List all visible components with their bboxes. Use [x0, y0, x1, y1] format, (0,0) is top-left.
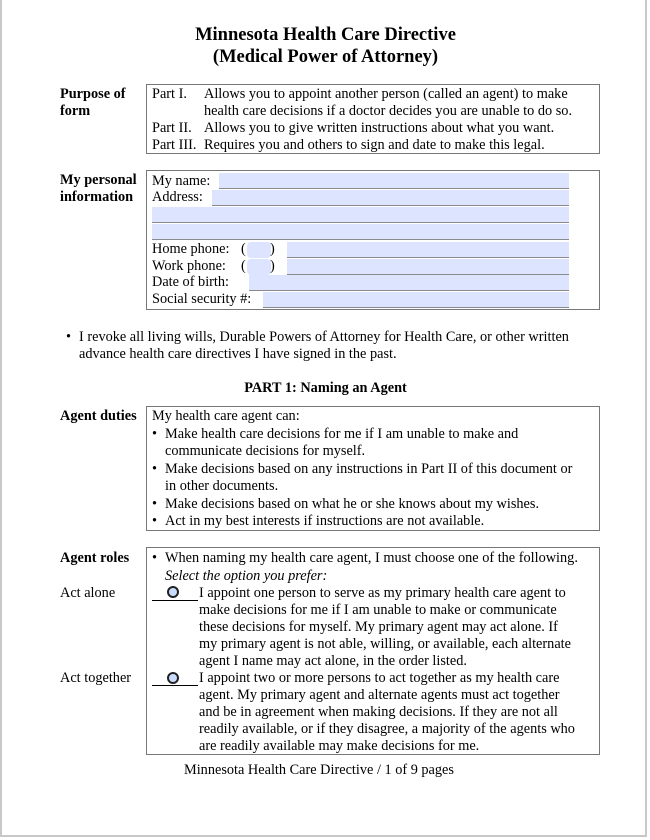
act-alone-text-cont: these decisions for myself. My primary agent may act alone. If [199, 619, 558, 635]
duties-intro: My health care agent can: [152, 408, 300, 424]
act-alone-text: I appoint one person to serve as my primary health care agent to [199, 585, 566, 601]
act-together-text-cont: and be in agreement when making decisions. If they are not all [199, 704, 558, 720]
duty-item: • Make decisions based on any instructions in Part II of this document or [165, 461, 572, 478]
purpose-label-line2: form [60, 103, 91, 119]
work-phone-area-code-input[interactable] [247, 259, 271, 275]
act-alone-text-cont: make decisions for me if I am unable to make or communicate [199, 602, 557, 618]
act-alone-label: Act alone [60, 585, 116, 601]
act-alone-underline [152, 600, 198, 601]
work-phone-close-paren: ) [270, 258, 275, 274]
personal-info-box [146, 170, 600, 310]
work-phone-input[interactable] [287, 259, 569, 275]
revoke-statement: • I revoke all living wills, Durable Powers of Attorney for Health Care, or other written [79, 329, 569, 346]
work-phone-open-paren: ( [241, 258, 246, 274]
part-1-label: Part I. [152, 86, 187, 102]
duty-item-cont: in other documents. [165, 478, 279, 494]
part-2-label: Part II. [152, 120, 192, 136]
ssn-label: Social security #: [152, 291, 252, 307]
purpose-label-line1: Purpose of [60, 86, 126, 102]
act-together-label: Act together [60, 670, 132, 686]
duty-item: • Make health care decisions for me if I am unable to make and [165, 426, 518, 443]
roles-instruction: Select the option you prefer: [165, 568, 328, 584]
home-phone-area-code-input[interactable] [247, 242, 271, 258]
act-together-text: I appoint two or more persons to act together as my health care [199, 670, 560, 686]
act-alone-radio[interactable] [167, 586, 179, 598]
part-1-text-cont: health care decisions if a doctor decides you are unable to do so. [204, 103, 573, 119]
agent-roles-box [146, 547, 600, 755]
duty-item: • Make decisions based on what he or she knows about my wishes. [165, 496, 539, 513]
duty-item: • Act in my best interests if instructions are not available. [165, 513, 484, 530]
home-phone-input[interactable] [287, 242, 569, 258]
act-together-radio[interactable] [167, 672, 179, 684]
document-title: Minnesota Health Care Directive [195, 25, 456, 45]
agent-duties-label: Agent duties [60, 408, 137, 424]
roles-intro: • When naming my health care agent, I must choose one of the following. [165, 550, 578, 567]
personal-info-label-line2: information [60, 189, 134, 205]
act-together-underline [152, 685, 198, 686]
ssn-input[interactable] [263, 292, 569, 308]
part-3-label: Part III. [152, 137, 197, 153]
name-input[interactable] [219, 173, 569, 189]
home-phone-open-paren: ( [241, 241, 246, 257]
personal-info-label-line1: My personal [60, 172, 137, 188]
agent-roles-label: Agent roles [60, 550, 130, 566]
address-input-line2[interactable] [152, 207, 569, 223]
act-together-text-cont: are readily available may make decisions for me. [199, 738, 480, 754]
page-footer: Minnesota Health Care Directive / 1 of 9 pages [184, 762, 454, 778]
address-input-line1[interactable] [212, 190, 569, 206]
address-input-line3[interactable] [152, 224, 569, 240]
act-together-text-cont: readily available, or if they disagree, a majority of the agents who [199, 721, 575, 737]
name-label: My name: [152, 173, 211, 189]
part-1-text: Allows you to appoint another person (called an agent) to make [204, 86, 568, 102]
act-alone-text-cont: my primary agent is not able, willing, or available, each alternate [199, 636, 571, 652]
home-phone-close-paren: ) [270, 241, 275, 257]
personal-info-label [60, 172, 137, 206]
dob-input[interactable] [249, 275, 569, 291]
home-phone-label: Home phone: [152, 241, 230, 257]
work-phone-label: Work phone: [152, 258, 226, 274]
agent-duties-box [146, 406, 600, 531]
part-2-text: Allows you to give written instructions about what you want. [204, 120, 555, 136]
duty-item-cont: communicate decisions for myself. [165, 443, 366, 459]
address-label: Address: [152, 189, 203, 205]
document-subtitle: (Medical Power of Attorney) [212, 47, 439, 67]
act-alone-text-cont: agent I name may act alone, in the order listed. [199, 653, 467, 669]
purpose-label [60, 86, 126, 120]
part-3-text: Requires you and others to sign and date to make this legal. [204, 137, 545, 153]
purpose-box [146, 84, 600, 154]
dob-label: Date of birth: [152, 274, 230, 290]
act-together-text-cont: agent. My primary agent and alternate agents must act together [199, 687, 560, 703]
part-1-heading: PART 1: Naming an Agent [244, 380, 407, 396]
revoke-statement-cont: advance health care directives I have signed in the past. [79, 346, 397, 362]
